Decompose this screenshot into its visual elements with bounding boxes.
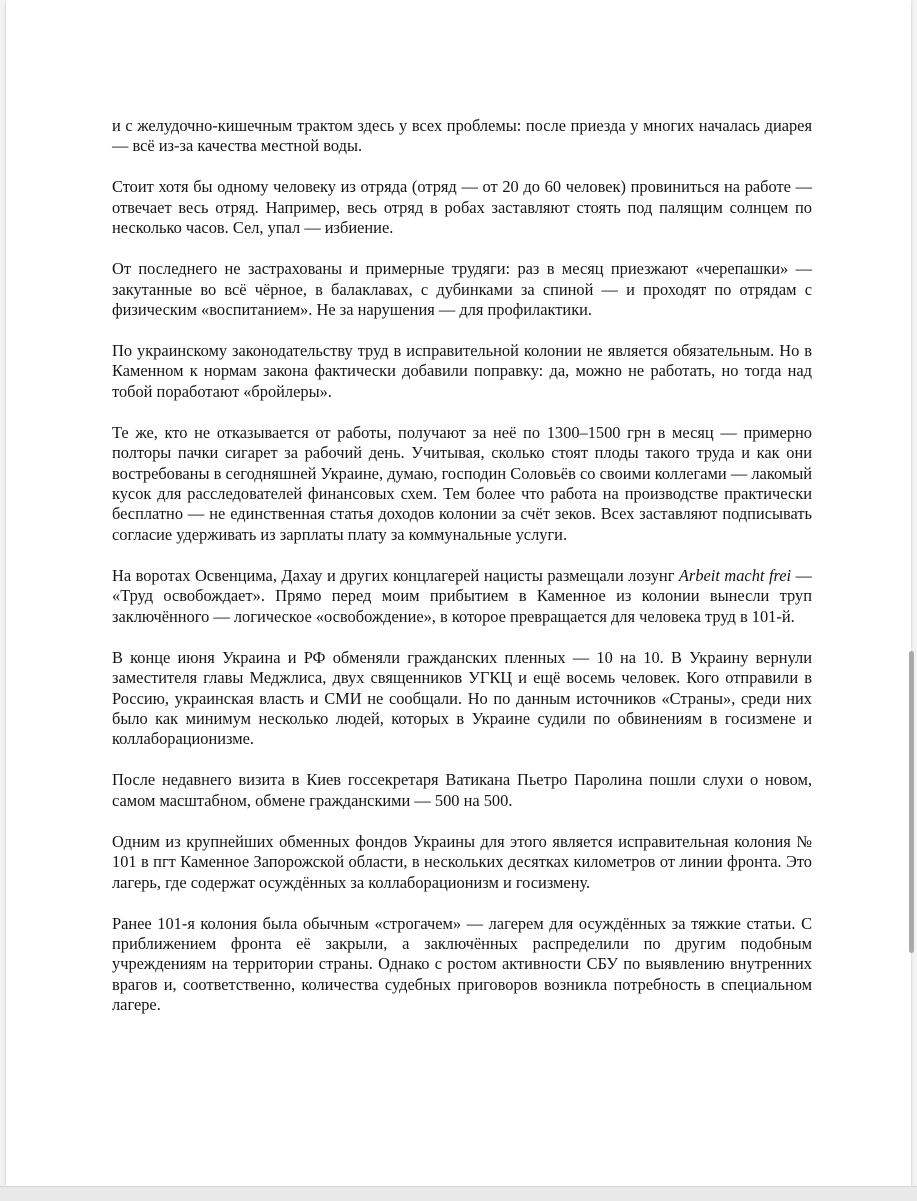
paragraph-1: и с желудочно-кишечным трактом здесь у всех проблемы: после приезда у многих началась диарея — всё из-за качества местной воды. <box>112 116 812 156</box>
paragraph-3: От последнего не застрахованы и примерные трудяги: раз в месяц приезжают «черепашки» — закутанные во всё чёрное, в балаклавах, с дубинками за спиной — и проходят по отрядам с физическим «воспитанием». Не за нарушения — для профилактики. <box>112 259 812 320</box>
paragraph-7: В конце июня Украина и РФ обменяли гражданских пленных — 10 на 10. В Украину вернули заместителя главы Меджлиса, двух священников УГКЦ и ещё восемь человек. Кого отправили в Россию, украинская власть и СМИ не сообщали. Но по данным источников «Страны», среди них было как минимум несколько людей, которых в Украине судили по обвинениям в госизмене и коллаборационизме. <box>112 647 812 749</box>
paragraph-6-italic-phrase: Arbeit macht frei <box>678 565 792 585</box>
paragraph-6-text-end: — «Труд освобождает». Прямо перед моим прибытием в Каменное из колонии вынесли труп заключённого — логическое «освобождение», в которое превращается для человека труд в 101-й. <box>112 565 813 626</box>
document-page <box>6 0 911 1186</box>
paragraph-6-text-start: На воротах Освенцима, Дахау и других концлагерей нацисты размещали лозунг <box>112 565 679 585</box>
paragraph-10: Ранее 101-я колония была обычным «строгачем» — лагерем для осуждённых за тяжкие статьи. С приближением фронта её закрыли, а заключённых распределили по другим подобным учреждениям на территории страны. Однако с ростом активности СБУ по выявлению внутренних врагов и, соответственно, количества судебных приговоров возникла потребность в специальном лагере. <box>112 913 812 1015</box>
document-body <box>112 116 812 1036</box>
vertical-scrollbar[interactable] <box>909 651 914 953</box>
paragraph-9: Одним из крупнейших обменных фондов Украины для этого является исправительная колония № 101 в пгт Каменное Запорожской области, в нескольких десятках километров от линии фронта. Это лагерь, где содержат осуждённых за коллаборационизм и госизмену. <box>112 831 812 892</box>
paragraph-4: По украинскому законодательству труд в исправительной колонии не является обязательным. Но в Каменном к нормам закона фактически добавили поправку: да, можно не работать, но тогда над тобой поработают «бройлеры». <box>112 341 812 401</box>
paragraph-2: Стоит хотя бы одному человеку из отряда (отряд — от 20 до 60 человек) провиниться на работе — отвечает весь отряд. Например, весь отряд в робах заставляют стоять под палящим солнцем по несколько часов. Сел, упал — избиение. <box>112 177 812 238</box>
paragraph-5: Те же, кто не отказывается от работы, получают за неё по 1300–1500 грн в месяц — примерно полторы пачки сигарет за рабочий день. Учитывая, сколько стоят плоды такого труда и как они востребованы в сегодняшней Украине, думаю, господин Соловьёв со своими коллегами — лакомый кусок для расследователей финансовых схем. Тем более что работа на производстве практически бесплатно — не единственная статья доходов колонии за счёт зеков. Всех заставляют подписывать согласие удерживать из зарплаты плату за коммунальные услуги. <box>112 422 812 544</box>
paragraph-8: После недавнего визита в Киев госсекретаря Ватикана Пьетро Паролина пошли слухи о новом, самом масштабном, обмене гражданскими — 500 на 500. <box>112 770 812 810</box>
page-bottom-edge <box>0 1186 917 1201</box>
paragraph-6 <box>112 566 812 627</box>
